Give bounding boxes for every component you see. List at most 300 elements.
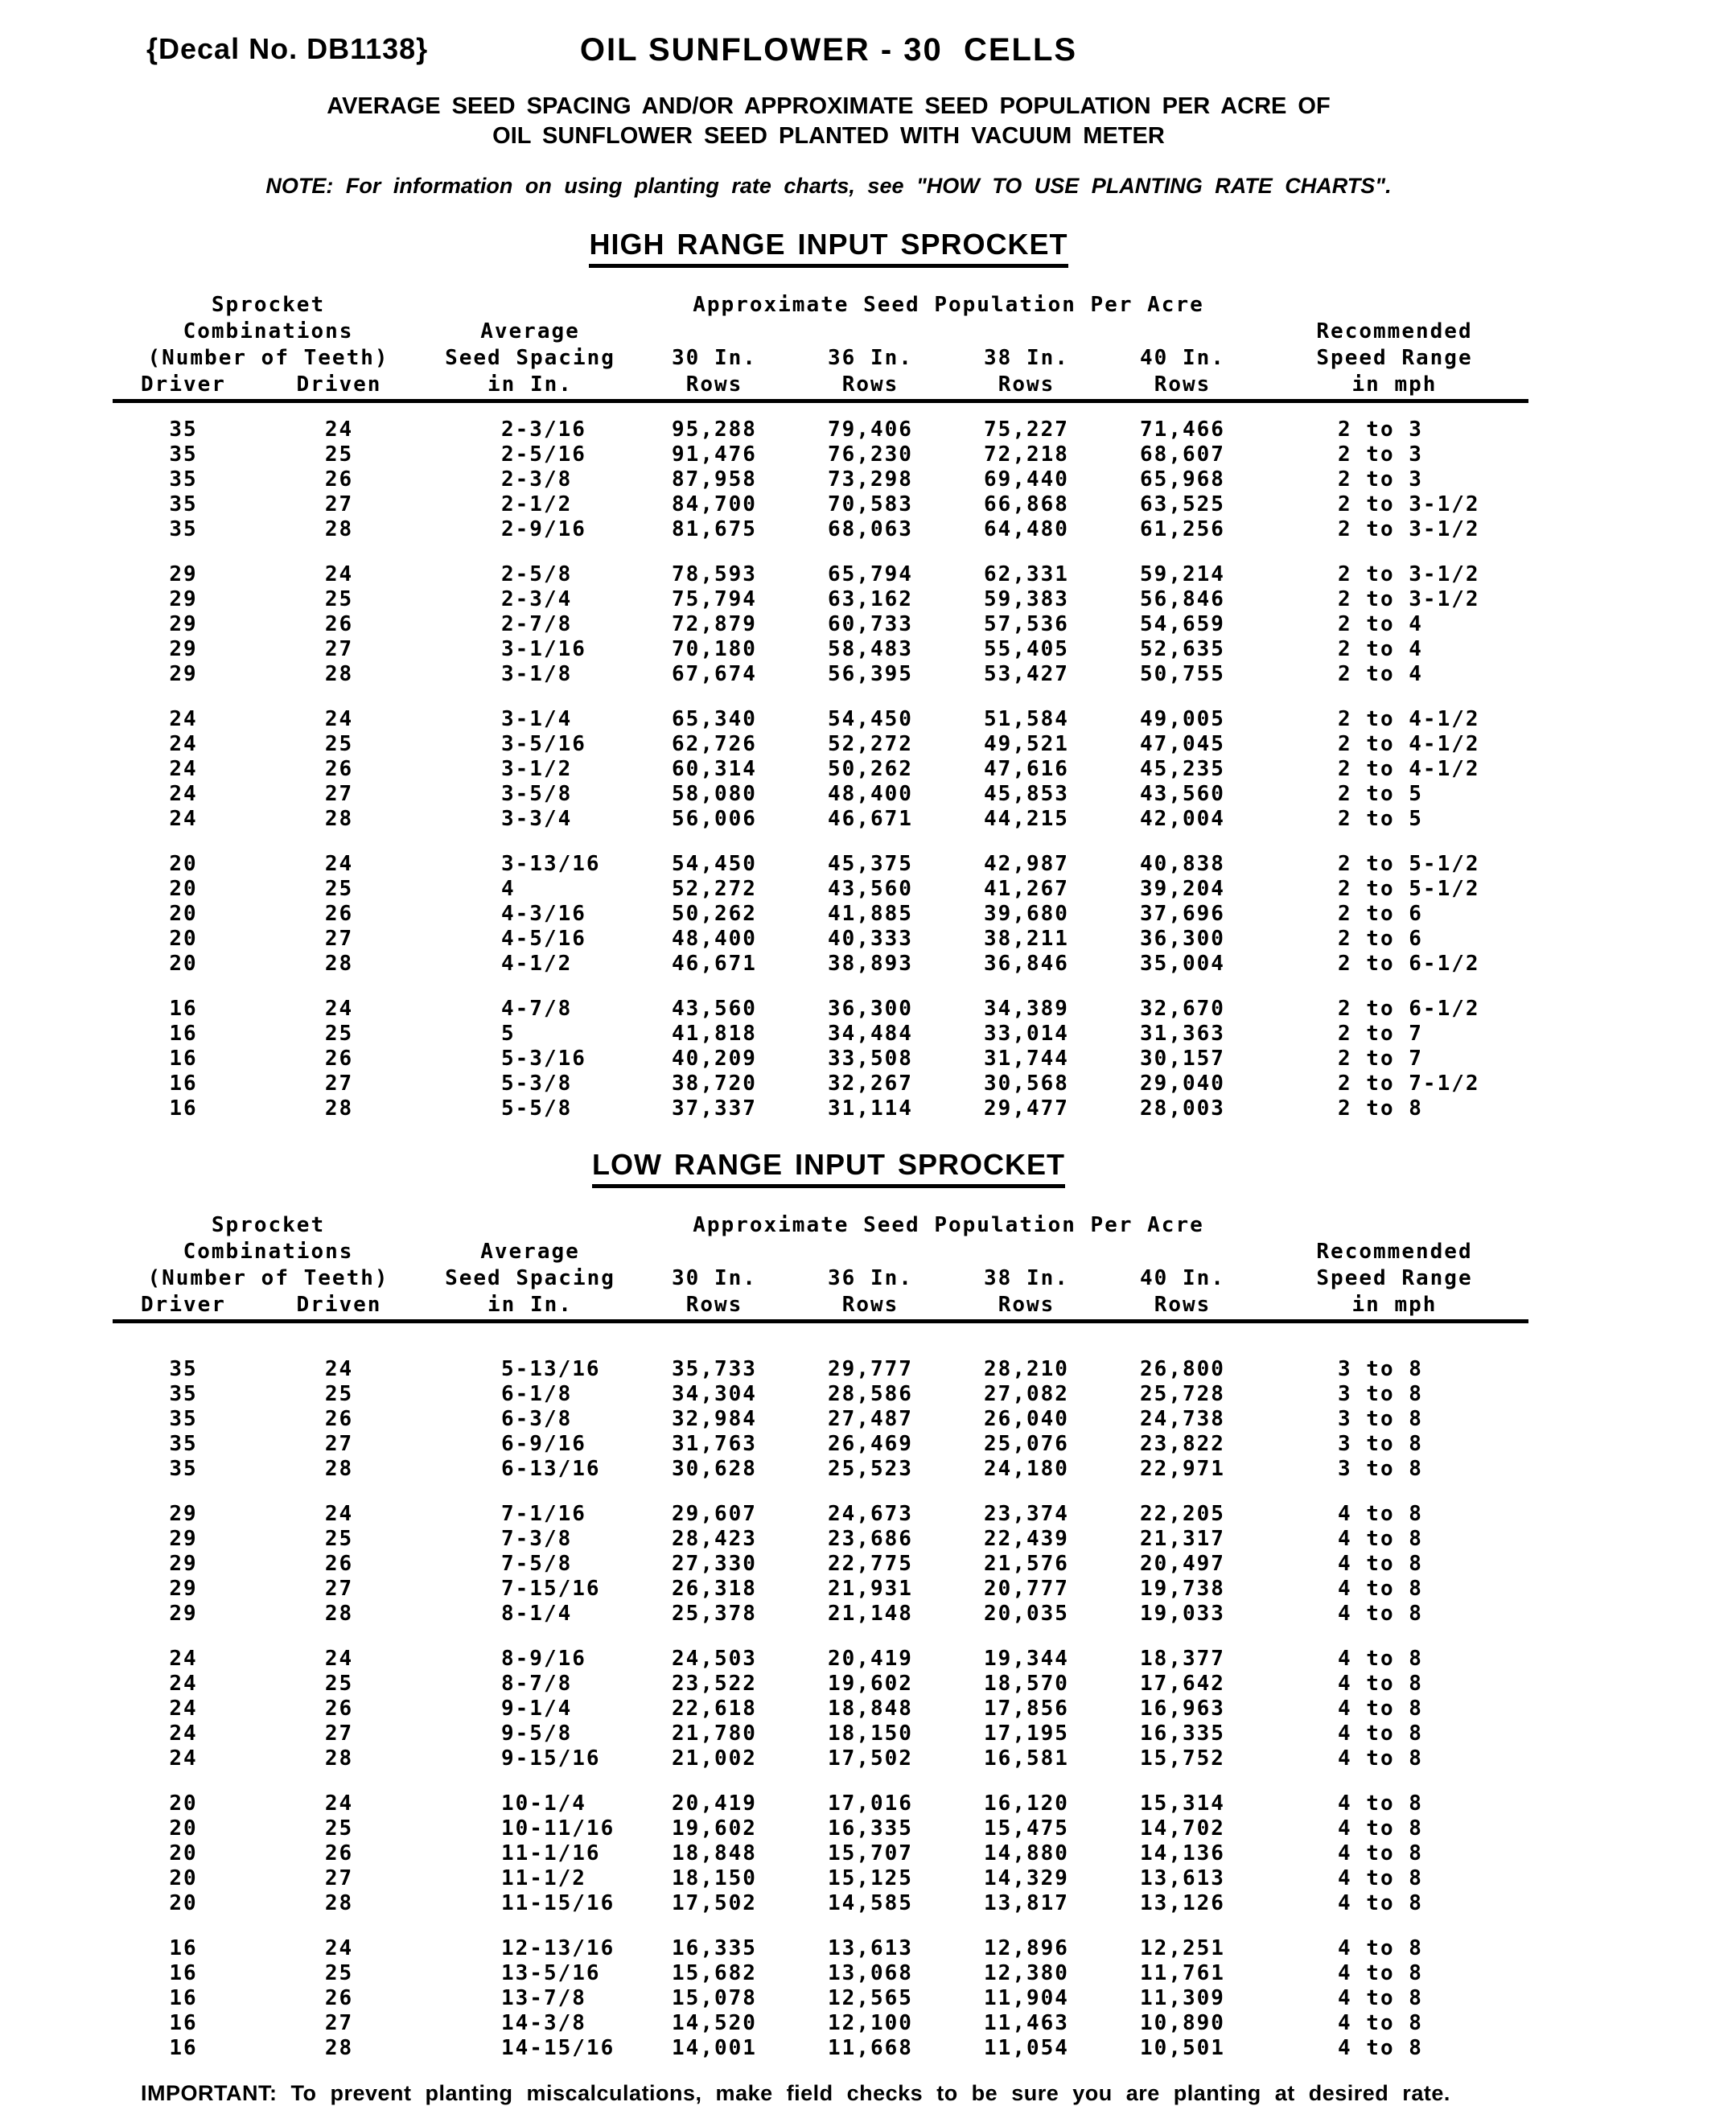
cell-driver: 29 xyxy=(169,1577,198,1601)
cell-seed-spacing: 5-3/8 xyxy=(501,1072,573,1096)
cell-rows-38: 15,475 xyxy=(984,1816,1069,1841)
cell-rows-38: 26,040 xyxy=(984,1407,1069,1431)
cell-seed-spacing: 10-1/4 xyxy=(501,1791,586,1816)
table-row xyxy=(113,442,1528,467)
cell-driver: 29 xyxy=(169,1602,198,1626)
cell-speed-range: 4 to 8 xyxy=(1338,1816,1423,1841)
cell-rows-40: 61,256 xyxy=(1140,517,1225,541)
table-row xyxy=(113,1552,1528,1577)
cell-speed-range: 2 to 4-1/2 xyxy=(1338,757,1480,781)
cell-rows-30: 34,304 xyxy=(672,1382,757,1406)
cell-rows-40: 11,761 xyxy=(1140,1961,1225,1985)
cell-speed-range: 2 to 5-1/2 xyxy=(1338,852,1480,876)
cell-seed-spacing: 11-1/2 xyxy=(501,1866,586,1890)
cell-rows-36: 63,162 xyxy=(828,587,913,611)
cell-rows-38: 59,383 xyxy=(984,587,1069,611)
cell-rows-30: 14,001 xyxy=(672,2036,757,2060)
cell-rows-36: 21,148 xyxy=(828,1602,913,1626)
cell-speed-range: 4 to 8 xyxy=(1338,2011,1423,2035)
high-range-table-body xyxy=(113,417,1528,1121)
cell-rows-36: 17,502 xyxy=(828,1746,913,1771)
cell-rows-40: 25,728 xyxy=(1140,1382,1225,1406)
table-row xyxy=(113,562,1528,587)
cell-rows-38: 16,581 xyxy=(984,1746,1069,1771)
cell-speed-range: 2 to 6 xyxy=(1338,927,1423,951)
cell-rows-38: 12,896 xyxy=(984,1936,1069,1960)
cell-rows-30: 78,593 xyxy=(672,562,757,586)
table-row xyxy=(113,1986,1528,2011)
subtitle-line-2: OIL SUNFLOWER SEED PLANTED WITH VACUUM METER xyxy=(492,123,1165,149)
cell-rows-38: 13,817 xyxy=(984,1891,1069,1915)
cell-seed-spacing: 5 xyxy=(501,1022,516,1046)
cell-rows-36: 18,848 xyxy=(828,1697,913,1721)
cell-seed-spacing: 7-5/8 xyxy=(501,1552,573,1576)
cell-rows-38: 69,440 xyxy=(984,467,1069,492)
cell-driven: 25 xyxy=(324,1961,354,1985)
cell-speed-range: 4 to 8 xyxy=(1338,1891,1423,1915)
cell-speed-range: 3 to 8 xyxy=(1338,1407,1423,1431)
cell-seed-spacing: 3-5/8 xyxy=(501,782,573,806)
header-teeth: (Number of Teeth) xyxy=(147,1266,389,1290)
cell-driver: 16 xyxy=(169,1096,198,1121)
cell-driver: 24 xyxy=(169,782,198,806)
table-row xyxy=(113,1602,1528,1627)
header-col-40: 40 In. xyxy=(1140,346,1225,370)
cell-seed-spacing: 6-1/8 xyxy=(501,1382,573,1406)
cell-rows-38: 53,427 xyxy=(984,662,1069,686)
cell-rows-40: 14,136 xyxy=(1140,1841,1225,1865)
header-col-30: 30 In. xyxy=(672,1266,757,1290)
cell-rows-36: 13,613 xyxy=(828,1936,913,1960)
cell-rows-36: 15,125 xyxy=(828,1866,913,1890)
cell-driven: 26 xyxy=(324,902,354,926)
cell-seed-spacing: 3-1/8 xyxy=(501,662,573,686)
header-driver: Driver xyxy=(141,372,226,397)
header-in-mph: in mph xyxy=(1351,372,1438,397)
cell-seed-spacing: 6-3/8 xyxy=(501,1407,573,1431)
cell-rows-30: 25,378 xyxy=(672,1602,757,1626)
cell-rows-38: 17,195 xyxy=(984,1721,1069,1746)
low-range-table xyxy=(113,1212,1528,2061)
header-rows-40: Rows xyxy=(1154,1293,1211,1317)
cell-rows-36: 12,100 xyxy=(828,2011,913,2035)
cell-driver: 35 xyxy=(169,1432,198,1456)
cell-rows-36: 70,583 xyxy=(828,492,913,516)
cell-speed-range: 2 to 5 xyxy=(1338,782,1423,806)
cell-rows-40: 47,045 xyxy=(1140,732,1225,756)
cell-driven: 25 xyxy=(324,1022,354,1046)
cell-rows-30: 62,726 xyxy=(672,732,757,756)
cell-rows-30: 28,423 xyxy=(672,1527,757,1551)
cell-rows-36: 76,230 xyxy=(828,442,913,467)
cell-speed-range: 3 to 8 xyxy=(1338,1382,1423,1406)
cell-driver: 16 xyxy=(169,2011,198,2035)
cell-rows-36: 48,400 xyxy=(828,782,913,806)
cell-rows-40: 43,560 xyxy=(1140,782,1225,806)
row-group xyxy=(113,417,1528,542)
table-row xyxy=(113,637,1528,662)
table-row xyxy=(113,877,1528,902)
cell-driver: 16 xyxy=(169,2036,198,2060)
header-line-4 xyxy=(113,372,1528,403)
cell-driven: 24 xyxy=(324,417,354,442)
header-line-1 xyxy=(113,1212,1528,1239)
cell-rows-30: 40,209 xyxy=(672,1047,757,1071)
header-speed-range: Speed Range xyxy=(1316,1266,1473,1290)
cell-rows-40: 28,003 xyxy=(1140,1096,1225,1121)
cell-seed-spacing: 6-9/16 xyxy=(501,1432,586,1456)
cell-rows-36: 22,775 xyxy=(828,1552,913,1576)
cell-rows-40: 37,696 xyxy=(1140,902,1225,926)
cell-rows-36: 15,707 xyxy=(828,1841,913,1865)
cell-rows-30: 30,628 xyxy=(672,1457,757,1481)
cell-driver: 16 xyxy=(169,1072,198,1096)
cell-driven: 24 xyxy=(324,1357,354,1381)
cell-rows-38: 18,570 xyxy=(984,1672,1069,1696)
row-group xyxy=(113,1647,1528,1771)
row-group xyxy=(113,852,1528,977)
cell-speed-range: 3 to 8 xyxy=(1338,1357,1423,1381)
cell-driver: 24 xyxy=(169,807,198,831)
cell-rows-38: 62,331 xyxy=(984,562,1069,586)
cell-rows-30: 15,682 xyxy=(672,1961,757,1985)
cell-rows-36: 21,931 xyxy=(828,1577,913,1601)
cell-seed-spacing: 5-5/8 xyxy=(501,1096,573,1121)
cell-rows-36: 73,298 xyxy=(828,467,913,492)
cell-rows-30: 65,340 xyxy=(672,707,757,731)
cell-driven: 24 xyxy=(324,1936,354,1960)
cell-rows-30: 38,720 xyxy=(672,1072,757,1096)
table-row xyxy=(113,997,1528,1022)
cell-driver: 16 xyxy=(169,1047,198,1071)
cell-rows-40: 35,004 xyxy=(1140,952,1225,976)
header-population-title: Approximate Seed Population Per Acre xyxy=(693,1213,1204,1237)
cell-rows-40: 18,377 xyxy=(1140,1647,1225,1671)
cell-rows-30: 23,522 xyxy=(672,1672,757,1696)
cell-speed-range: 2 to 3-1/2 xyxy=(1338,562,1480,586)
table-row xyxy=(113,1891,1528,1916)
cell-rows-36: 60,733 xyxy=(828,612,913,636)
cell-driven: 27 xyxy=(324,637,354,661)
cell-rows-38: 47,616 xyxy=(984,757,1069,781)
table-row xyxy=(113,612,1528,637)
table-row xyxy=(113,1096,1528,1121)
cell-rows-36: 40,333 xyxy=(828,927,913,951)
cell-rows-30: 16,335 xyxy=(672,1936,757,1960)
cell-seed-spacing: 9-5/8 xyxy=(501,1721,573,1746)
cell-rows-30: 67,674 xyxy=(672,662,757,686)
header-in-in: in In. xyxy=(487,1293,573,1317)
cell-rows-36: 19,602 xyxy=(828,1672,913,1696)
cell-driven: 24 xyxy=(324,1791,354,1816)
table-row xyxy=(113,707,1528,732)
table-row xyxy=(113,852,1528,877)
cell-rows-40: 11,309 xyxy=(1140,1986,1225,2010)
cell-driven: 26 xyxy=(324,1697,354,1721)
cell-driver: 16 xyxy=(169,1022,198,1046)
cell-driven: 26 xyxy=(324,1986,354,2010)
cell-rows-36: 68,063 xyxy=(828,517,913,541)
cell-rows-36: 65,794 xyxy=(828,562,913,586)
header-line-1 xyxy=(113,292,1528,319)
cell-rows-40: 65,968 xyxy=(1140,467,1225,492)
header-combinations: Combinations xyxy=(183,319,354,343)
cell-speed-range: 4 to 8 xyxy=(1338,2036,1423,2060)
cell-rows-38: 29,477 xyxy=(984,1096,1069,1121)
cell-driver: 20 xyxy=(169,877,198,901)
cell-speed-range: 2 to 4-1/2 xyxy=(1338,732,1480,756)
cell-rows-40: 15,752 xyxy=(1140,1746,1225,1771)
table-row xyxy=(113,1697,1528,1721)
header-recommended: Recommended xyxy=(1316,1240,1473,1264)
cell-rows-36: 52,272 xyxy=(828,732,913,756)
cell-rows-40: 14,702 xyxy=(1140,1816,1225,1841)
header-col-40: 40 In. xyxy=(1140,1266,1225,1290)
cell-driver: 35 xyxy=(169,1407,198,1431)
cell-rows-36: 31,114 xyxy=(828,1096,913,1121)
cell-rows-30: 48,400 xyxy=(672,927,757,951)
cell-seed-spacing: 7-3/8 xyxy=(501,1527,573,1551)
cell-rows-36: 16,335 xyxy=(828,1816,913,1841)
cell-rows-38: 75,227 xyxy=(984,417,1069,442)
cell-rows-38: 11,904 xyxy=(984,1986,1069,2010)
cell-speed-range: 2 to 6-1/2 xyxy=(1338,952,1480,976)
cell-rows-30: 21,780 xyxy=(672,1721,757,1746)
cell-rows-30: 91,476 xyxy=(672,442,757,467)
page-title: OIL SUNFLOWER - 30 CELLS xyxy=(579,32,1078,68)
cell-rows-36: 45,375 xyxy=(828,852,913,876)
cell-rows-38: 45,853 xyxy=(984,782,1069,806)
cell-seed-spacing: 2-3/4 xyxy=(501,587,573,611)
header-rows-38: Rows xyxy=(998,372,1055,397)
cell-driven: 24 xyxy=(324,707,354,731)
table-row xyxy=(113,517,1528,542)
cell-rows-38: 34,389 xyxy=(984,997,1069,1021)
cell-driven: 28 xyxy=(324,517,354,541)
cell-driver: 24 xyxy=(169,1721,198,1746)
cell-rows-40: 32,670 xyxy=(1140,997,1225,1021)
cell-speed-range: 2 to 7 xyxy=(1338,1047,1423,1071)
cell-rows-38: 55,405 xyxy=(984,637,1069,661)
table-row xyxy=(113,587,1528,612)
cell-seed-spacing: 2-5/8 xyxy=(501,562,573,586)
cell-driver: 35 xyxy=(169,442,198,467)
cell-rows-40: 13,126 xyxy=(1140,1891,1225,1915)
cell-rows-40: 10,501 xyxy=(1140,2036,1225,2060)
cell-driver: 24 xyxy=(169,732,198,756)
cell-driver: 20 xyxy=(169,1816,198,1841)
table-row xyxy=(113,1791,1528,1816)
table-row xyxy=(113,782,1528,807)
cell-rows-38: 11,463 xyxy=(984,2011,1069,2035)
cell-seed-spacing: 3-3/4 xyxy=(501,807,573,831)
header-line-2 xyxy=(113,1239,1528,1265)
header-seed-spacing: Seed Spacing xyxy=(445,1266,615,1290)
low-range-table-header xyxy=(113,1212,1528,1323)
high-range-table xyxy=(113,292,1528,1121)
table-row xyxy=(113,417,1528,442)
cell-rows-38: 21,576 xyxy=(984,1552,1069,1576)
cell-rows-38: 14,329 xyxy=(984,1866,1069,1890)
cell-speed-range: 4 to 8 xyxy=(1338,1791,1423,1816)
cell-rows-36: 46,671 xyxy=(828,807,913,831)
table-row xyxy=(113,1047,1528,1072)
high-range-section-title-wrap xyxy=(0,199,1657,268)
cell-rows-30: 37,337 xyxy=(672,1096,757,1121)
row-group xyxy=(113,562,1528,687)
header-line-2 xyxy=(113,319,1528,345)
cell-driven: 28 xyxy=(324,662,354,686)
cell-driver: 20 xyxy=(169,927,198,951)
cell-seed-spacing: 11-15/16 xyxy=(501,1891,615,1915)
cell-rows-36: 79,406 xyxy=(828,417,913,442)
high-range-section-title: HIGH RANGE INPUT SPROCKET xyxy=(589,228,1068,268)
cell-speed-range: 2 to 3 xyxy=(1338,467,1423,492)
cell-rows-40: 21,317 xyxy=(1140,1527,1225,1551)
cell-rows-40: 30,157 xyxy=(1140,1047,1225,1071)
cell-seed-spacing: 5-13/16 xyxy=(501,1357,601,1381)
cell-rows-38: 28,210 xyxy=(984,1357,1069,1381)
cell-seed-spacing: 9-1/4 xyxy=(501,1697,573,1721)
cell-rows-40: 19,033 xyxy=(1140,1602,1225,1626)
cell-rows-40: 42,004 xyxy=(1140,807,1225,831)
cell-speed-range: 2 to 3 xyxy=(1338,442,1423,467)
cell-rows-40: 17,642 xyxy=(1140,1672,1225,1696)
cell-rows-38: 20,035 xyxy=(984,1602,1069,1626)
cell-rows-40: 63,525 xyxy=(1140,492,1225,516)
cell-rows-30: 21,002 xyxy=(672,1746,757,1771)
cell-speed-range: 4 to 8 xyxy=(1338,1527,1423,1551)
cell-driver: 20 xyxy=(169,902,198,926)
cell-seed-spacing: 2-9/16 xyxy=(501,517,586,541)
cell-rows-40: 29,040 xyxy=(1140,1072,1225,1096)
cell-rows-30: 35,733 xyxy=(672,1357,757,1381)
cell-speed-range: 4 to 8 xyxy=(1338,1986,1423,2010)
cell-driver: 35 xyxy=(169,1457,198,1481)
cell-speed-range: 3 to 8 xyxy=(1338,1432,1423,1456)
table-row xyxy=(113,2011,1528,2036)
cell-driver: 24 xyxy=(169,1697,198,1721)
cell-rows-30: 50,262 xyxy=(672,902,757,926)
header-rows-30: Rows xyxy=(685,1293,743,1317)
cell-driven: 24 xyxy=(324,852,354,876)
cell-seed-spacing: 8-1/4 xyxy=(501,1602,573,1626)
table-row xyxy=(113,1816,1528,1841)
important-note: IMPORTANT: To prevent planting miscalculations, make field checks to be sure you are planting at desired rate. xyxy=(141,2081,1450,2105)
cell-speed-range: 2 to 3 xyxy=(1338,417,1423,442)
low-range-table-body xyxy=(113,1357,1528,2061)
cell-rows-36: 12,565 xyxy=(828,1986,913,2010)
cell-rows-30: 70,180 xyxy=(672,637,757,661)
cell-rows-40: 40,838 xyxy=(1140,852,1225,876)
cell-driver: 24 xyxy=(169,1672,198,1696)
cell-seed-spacing: 4-5/16 xyxy=(501,927,586,951)
cell-rows-30: 46,671 xyxy=(672,952,757,976)
header-driven: Driven xyxy=(296,1293,382,1317)
cell-seed-spacing: 6-13/16 xyxy=(501,1457,601,1481)
cell-rows-40: 45,235 xyxy=(1140,757,1225,781)
header-average: Average xyxy=(480,1240,580,1264)
cell-driver: 20 xyxy=(169,1891,198,1915)
cell-driven: 28 xyxy=(324,1891,354,1915)
cell-driver: 24 xyxy=(169,707,198,731)
cell-seed-spacing: 12-13/16 xyxy=(501,1936,615,1960)
cell-rows-40: 13,613 xyxy=(1140,1866,1225,1890)
cell-rows-36: 24,673 xyxy=(828,1502,913,1526)
cell-driven: 27 xyxy=(324,1072,354,1096)
table-row xyxy=(113,1527,1528,1552)
cell-rows-38: 33,014 xyxy=(984,1022,1069,1046)
table-row xyxy=(113,1866,1528,1891)
cell-rows-30: 24,503 xyxy=(672,1647,757,1671)
header-col-36: 36 In. xyxy=(828,1266,913,1290)
cell-speed-range: 4 to 8 xyxy=(1338,1672,1423,1696)
header-rows-36: Rows xyxy=(841,1293,899,1317)
cell-speed-range: 4 to 8 xyxy=(1338,1577,1423,1601)
cell-driver: 35 xyxy=(169,492,198,516)
cell-driven: 27 xyxy=(324,1432,354,1456)
cell-speed-range: 4 to 8 xyxy=(1338,1721,1423,1746)
cell-seed-spacing: 3-1/2 xyxy=(501,757,573,781)
cell-speed-range: 3 to 8 xyxy=(1338,1457,1423,1481)
cell-rows-36: 33,508 xyxy=(828,1047,913,1071)
cell-rows-36: 18,150 xyxy=(828,1721,913,1746)
cell-rows-40: 68,607 xyxy=(1140,442,1225,467)
cell-rows-40: 49,005 xyxy=(1140,707,1225,731)
cell-driven: 27 xyxy=(324,2011,354,2035)
cell-rows-36: 34,484 xyxy=(828,1022,913,1046)
cell-driven: 28 xyxy=(324,952,354,976)
cell-rows-40: 23,822 xyxy=(1140,1432,1225,1456)
cell-speed-range: 2 to 3-1/2 xyxy=(1338,492,1480,516)
table-row xyxy=(113,662,1528,687)
cell-seed-spacing: 13-7/8 xyxy=(501,1986,586,2010)
cell-driven: 26 xyxy=(324,757,354,781)
cell-seed-spacing: 5-3/16 xyxy=(501,1047,586,1071)
cell-rows-40: 50,755 xyxy=(1140,662,1225,686)
cell-driven: 25 xyxy=(324,587,354,611)
cell-speed-range: 2 to 6-1/2 xyxy=(1338,997,1480,1021)
cell-rows-38: 49,521 xyxy=(984,732,1069,756)
cell-seed-spacing: 3-13/16 xyxy=(501,852,601,876)
cell-driven: 25 xyxy=(324,1816,354,1841)
cell-rows-40: 22,205 xyxy=(1140,1502,1225,1526)
cell-speed-range: 4 to 8 xyxy=(1338,1866,1423,1890)
cell-driver: 29 xyxy=(169,587,198,611)
row-group xyxy=(113,1502,1528,1627)
cell-rows-36: 38,893 xyxy=(828,952,913,976)
cell-seed-spacing: 2-7/8 xyxy=(501,612,573,636)
cell-rows-30: 19,602 xyxy=(672,1816,757,1841)
cell-seed-spacing: 4-7/8 xyxy=(501,997,573,1021)
low-range-section-title-wrap xyxy=(0,1141,1657,1188)
cell-driver: 29 xyxy=(169,1502,198,1526)
cell-speed-range: 2 to 8 xyxy=(1338,1096,1423,1121)
cell-rows-30: 18,848 xyxy=(672,1841,757,1865)
cell-driven: 24 xyxy=(324,1647,354,1671)
header-rows-30: Rows xyxy=(685,372,743,397)
cell-rows-30: 22,618 xyxy=(672,1697,757,1721)
cell-driver: 29 xyxy=(169,562,198,586)
cell-seed-spacing: 7-1/16 xyxy=(501,1502,586,1526)
low-range-section-title: LOW RANGE INPUT SPROCKET xyxy=(592,1148,1065,1188)
cell-driven: 27 xyxy=(324,927,354,951)
cell-rows-30: 27,330 xyxy=(672,1552,757,1576)
cell-driver: 20 xyxy=(169,852,198,876)
cell-rows-30: 95,288 xyxy=(672,417,757,442)
table-row xyxy=(113,1961,1528,1986)
cell-driver: 24 xyxy=(169,757,198,781)
